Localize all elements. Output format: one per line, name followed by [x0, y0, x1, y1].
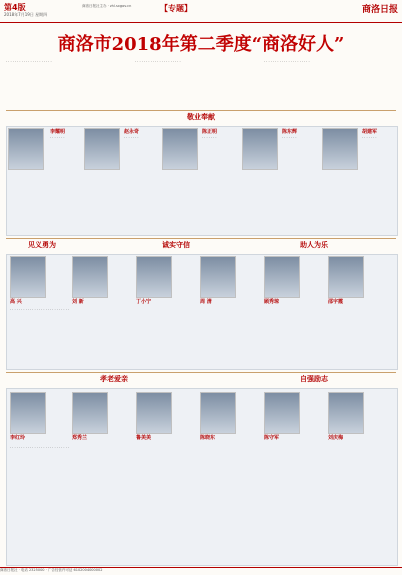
section-divider [6, 238, 396, 239]
person-name: 李红玲 [10, 435, 26, 441]
masthead-bar [0, 0, 402, 23]
list-column-right: · · · · · · · · · · · · · · · · · · · · · [264, 60, 310, 64]
page-footer: 商洛日报社 · 电话 2325000 · 广告经营许可证 6102004000002 [0, 567, 402, 575]
list-column-middle: · · · · · · · · · · · · · · · · · · · · · [135, 60, 181, 64]
portrait [72, 392, 108, 434]
bio-text: · · · · · · · [50, 136, 65, 140]
person-name: 高 兴 [10, 299, 22, 305]
person-name: 周 清 [200, 299, 212, 305]
person-name: 陈晓东 [200, 435, 216, 441]
person-name: 鲁美美 [136, 435, 152, 441]
portrait [264, 256, 300, 298]
section-label: 【专题】 [160, 4, 192, 13]
person-name: 赵永奇 [124, 129, 140, 135]
bio-text: · · · · · · · · · · · · · · · · · · · · · · · · · · · [10, 308, 69, 312]
category-honest: 诚实守信 [162, 241, 190, 249]
portrait [264, 392, 300, 434]
category-filial: 孝老爱亲 [100, 375, 128, 383]
category-dedication: 敬业奉献 [187, 113, 215, 121]
portrait [322, 128, 358, 170]
category-self: 自强励志 [300, 375, 328, 383]
portrait [200, 256, 236, 298]
category-helping: 助人为乐 [300, 241, 328, 249]
portrait [162, 128, 198, 170]
portrait [328, 392, 364, 434]
person-name: 刘庆梅 [328, 435, 344, 441]
brand-logo: 商洛日报 [361, 5, 398, 15]
publisher-info: 商洛日报社主办 · zhl.sxgov.cn [82, 4, 132, 8]
person-name: 李耀明 [50, 129, 66, 135]
portrait [328, 256, 364, 298]
section-divider [6, 110, 396, 111]
person-name: 胡建军 [362, 129, 378, 135]
bio-text: · · · · · · · · · · · · · · · · · · · · · · · · · · · [10, 446, 69, 450]
person-name: 刘 新 [72, 299, 84, 305]
portrait [136, 256, 172, 298]
person-name: 陈正明 [202, 129, 218, 135]
person-name: 顾秀琼 [264, 299, 280, 305]
bio-text: · · · · · · · [362, 136, 377, 140]
bio-text: · · · · · · · [282, 136, 297, 140]
portrait [136, 392, 172, 434]
person-name: 邵宇霞 [328, 299, 344, 305]
person-name: 丁小宁 [136, 299, 152, 305]
person-name: 郑秀兰 [72, 435, 88, 441]
bio-text: · · · · · · · [124, 136, 139, 140]
bio-text: · · · · · · · [202, 136, 217, 140]
person-name: 陈东辉 [282, 129, 298, 135]
portrait [84, 128, 120, 170]
portrait [10, 392, 46, 434]
person-name: 陈守军 [264, 435, 280, 441]
page-headline: 商洛市2018年第二季度“商洛好人” [57, 34, 345, 55]
portrait [8, 128, 44, 170]
section-divider [6, 372, 396, 373]
portrait [200, 392, 236, 434]
edition-number: 第4版 [4, 3, 26, 12]
portrait [10, 256, 46, 298]
category-brave: 见义勇为 [28, 241, 56, 249]
issue-date: 2018年7月19日 星期四 [4, 12, 48, 17]
portrait [242, 128, 278, 170]
list-column-left: · · · · · · · · · · · · · · · · · · · · · [6, 60, 52, 64]
portrait [72, 256, 108, 298]
